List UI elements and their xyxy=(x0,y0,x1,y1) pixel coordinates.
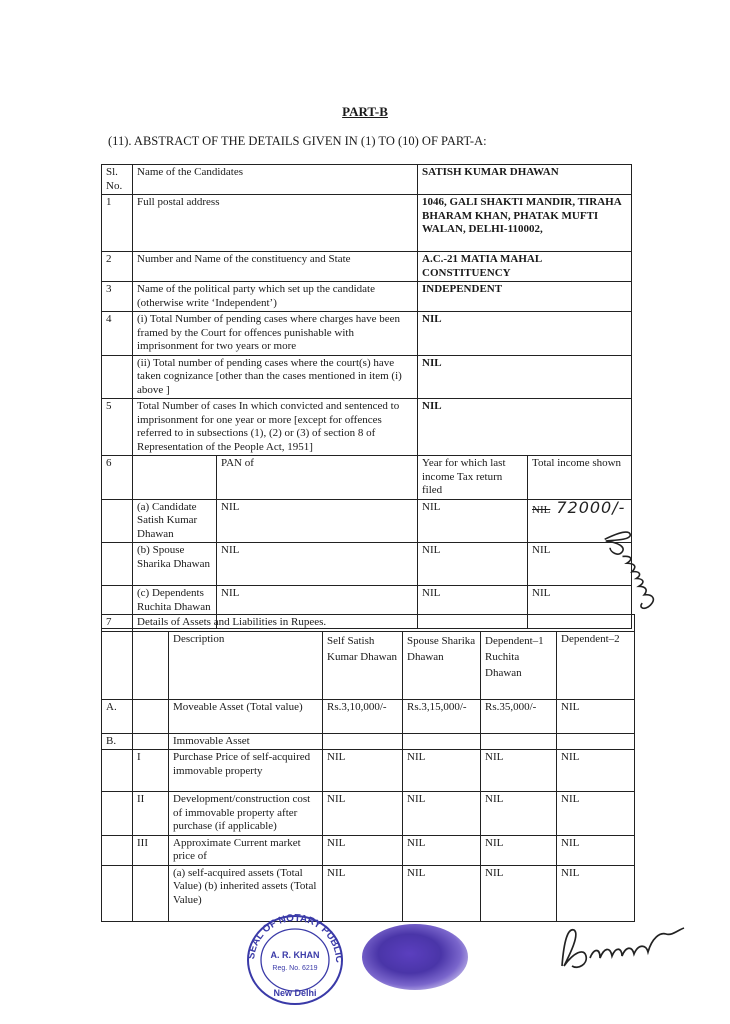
sl-cell: 1 xyxy=(102,195,133,252)
assets-title: Details of Assets and Liabilities in Rupees. xyxy=(133,615,635,632)
candidate-details-table xyxy=(101,164,632,629)
desc-cell: Purchase Price of self-acquired immovable property xyxy=(169,750,323,792)
value-cell: NIL xyxy=(323,792,403,836)
sub-cell xyxy=(133,865,169,921)
value-cell: NIL xyxy=(403,750,481,792)
column-header: Description xyxy=(169,631,323,699)
sl-cell: 3 xyxy=(102,282,133,312)
value-cell: NIL xyxy=(323,835,403,865)
table-row xyxy=(102,543,632,586)
value-cell: NIL xyxy=(418,399,632,456)
table-row xyxy=(102,750,635,792)
income-cell: NIL xyxy=(528,586,632,629)
value-cell: NIL xyxy=(481,792,557,836)
desc-cell: Development/construction cost of immovable property after purchase (if applicable) xyxy=(169,792,323,836)
year-header: Year for which last income Tax return filed xyxy=(418,456,528,500)
sl-cell: 5 xyxy=(102,399,133,456)
pan-cell: NIL xyxy=(217,586,418,629)
handwritten-income: 72000/- xyxy=(556,499,626,517)
value-cell: NIL xyxy=(403,792,481,836)
struck-income: NIL xyxy=(532,503,551,516)
value-cell: NIL xyxy=(323,750,403,792)
table-row xyxy=(102,699,635,733)
value-cell: NIL xyxy=(403,865,481,921)
value-cell: NIL xyxy=(557,835,635,865)
desc-cell: Approximate Current market price of xyxy=(169,835,323,865)
sl-cell xyxy=(102,792,133,836)
table-row xyxy=(102,195,632,252)
table-row xyxy=(102,282,632,312)
sl-cell xyxy=(102,543,133,586)
value-cell xyxy=(481,733,557,750)
column-header: Spouse Sharika Dhawan xyxy=(403,631,481,699)
value-cell xyxy=(557,733,635,750)
blank-cell xyxy=(133,631,169,699)
table-header-row xyxy=(102,631,635,699)
seal-top-text: SEAL OF NOTARY PUBLIC xyxy=(246,912,345,964)
value-cell: NIL xyxy=(557,865,635,921)
sub-cell xyxy=(133,733,169,750)
pan-cell: NIL xyxy=(217,543,418,586)
person-cell: (a) Candidate Satish Kumar Dhawan xyxy=(133,499,217,543)
value-cell: 1046, GALI SHAKTI MANDIR, TIRAHA BHARAM KHAN, PHATAK MUFTI WALAN, DELHI-110002, xyxy=(418,195,632,252)
table-row xyxy=(102,499,632,543)
sl-cell: A. xyxy=(102,699,133,733)
section-heading: (11). ABSTRACT OF THE DETAILS GIVEN IN (1) TO (10) OF PART-A: xyxy=(108,134,487,148)
sl-cell xyxy=(102,865,133,921)
label-cell: Full postal address xyxy=(133,195,418,252)
table-row xyxy=(102,615,635,632)
value-cell: NIL xyxy=(557,699,635,733)
desc-cell: Moveable Asset (Total value) xyxy=(169,699,323,733)
label-cell: (ii) Total number of pending cases where the court(s) have taken cognizance [other than the cases mentioned in item (i) above ] xyxy=(133,355,418,399)
value-cell: Rs.3,15,000/- xyxy=(403,699,481,733)
sl-cell xyxy=(102,835,133,865)
value-cell: INDEPENDENT xyxy=(418,282,632,312)
value-cell: Rs.35,000/- xyxy=(481,699,557,733)
table-row xyxy=(102,355,632,399)
year-cell: NIL xyxy=(418,543,528,586)
value-cell: NIL xyxy=(557,750,635,792)
seal-city: New Delhi xyxy=(273,988,317,998)
value-cell xyxy=(323,733,403,750)
desc-cell: Immovable Asset xyxy=(169,733,323,750)
sub-cell: III xyxy=(133,835,169,865)
seal-reg: Reg. No. 6219 xyxy=(272,965,318,972)
sub-cell: I xyxy=(133,750,169,792)
table-row xyxy=(102,835,635,865)
value-cell: NIL xyxy=(418,355,632,399)
sub-cell: II xyxy=(133,792,169,836)
person-cell: (c) Dependents Ruchita Dhawan xyxy=(133,586,217,629)
sl-cell: 6 xyxy=(102,456,133,500)
sl-cell: 7 xyxy=(102,615,133,632)
value-cell xyxy=(403,733,481,750)
sl-cell xyxy=(102,355,133,399)
notary-seal xyxy=(240,910,350,1010)
table-row xyxy=(102,456,632,500)
blank-cell xyxy=(133,456,217,500)
bottom-signature xyxy=(556,910,696,980)
table-row xyxy=(102,399,632,456)
label-cell: Total Number of cases In which convicted and sentenced to imprisonment for one year or more [except for offences referred to in subsections (1), (2) or (3) of section 8 of Representation of the People Act, 1951] xyxy=(133,399,418,456)
sl-cell xyxy=(102,750,133,792)
value-cell: NIL xyxy=(323,865,403,921)
income-header: Total income shown xyxy=(528,456,632,500)
value-cell: NIL xyxy=(418,312,632,356)
seal-name: A. R. KHAN xyxy=(270,950,320,960)
label-cell: (i) Total Number of pending cases where charges have been framed by the Court for offences punishable with imprisonment for two years or more xyxy=(133,312,418,356)
pan-header: PAN of xyxy=(217,456,418,500)
table-row xyxy=(102,865,635,921)
value-cell: A.C.-21 MATIA MAHAL CONSTITUENCY xyxy=(418,252,632,282)
value-cell: Rs.3,10,000/- xyxy=(323,699,403,733)
label-cell: Number and Name of the constituency and State xyxy=(133,252,418,282)
assets-table xyxy=(101,614,635,922)
desc-cell: (a) self-acquired assets (Total Value) (b) inherited assets (Total Value) xyxy=(169,865,323,921)
person-cell: (b) Spouse Sharika Dhawan xyxy=(133,543,217,586)
column-header: Dependent–2 xyxy=(557,631,635,699)
value-cell: NIL xyxy=(481,865,557,921)
value-cell: NIL xyxy=(481,750,557,792)
sl-cell: 4 xyxy=(102,312,133,356)
table-row xyxy=(102,733,635,750)
sl-cell: Sl. No. xyxy=(102,165,133,195)
table-row xyxy=(102,792,635,836)
label-cell: Name of the Candidates xyxy=(133,165,418,195)
income-cell: NIL xyxy=(528,543,632,586)
sl-cell: 2 xyxy=(102,252,133,282)
page-title: PART-B xyxy=(342,104,388,119)
sl-cell xyxy=(102,499,133,543)
year-cell: NIL xyxy=(418,586,528,629)
table-row xyxy=(102,165,632,195)
table-row xyxy=(102,252,632,282)
blank-cell xyxy=(102,631,133,699)
value-cell: NIL xyxy=(481,835,557,865)
sl-cell: B. xyxy=(102,733,133,750)
thumb-impression xyxy=(362,924,468,990)
column-header: Dependent–1 Ruchita Dhawan xyxy=(481,631,557,699)
label-cell: Name of the political party which set up the candidate (otherwise write ‘Independent’) xyxy=(133,282,418,312)
value-cell: NIL xyxy=(403,835,481,865)
year-cell: NIL xyxy=(418,499,528,543)
table-row xyxy=(102,312,632,356)
column-header: Self Satish Kumar Dhawan xyxy=(323,631,403,699)
value-cell: SATISH KUMAR DHAWAN xyxy=(418,165,632,195)
pan-cell: NIL xyxy=(217,499,418,543)
value-cell: NIL xyxy=(557,792,635,836)
sub-cell xyxy=(133,699,169,733)
